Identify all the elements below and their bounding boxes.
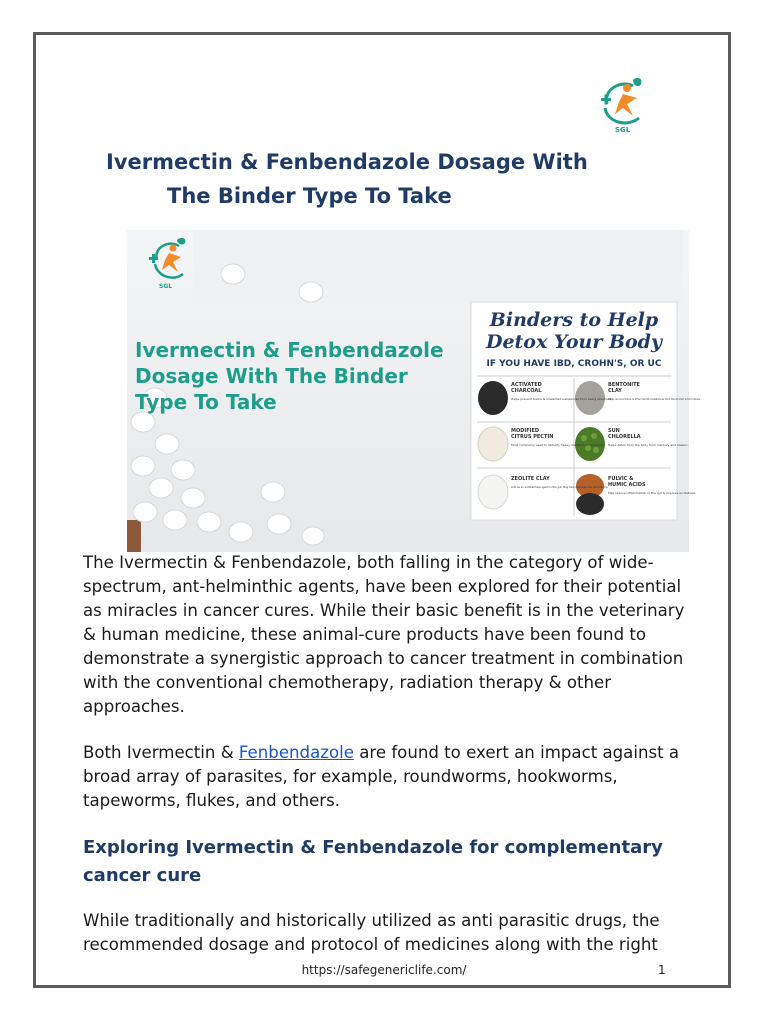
charcoal-image (478, 381, 508, 415)
parasites-paragraph-start: Both Ivermectin & (83, 743, 239, 762)
document-title-line-2: The Binder Type To Take (167, 184, 452, 208)
card-charcoal-desc: Helps prevent toxins & unwanted substances from being absorbed. (511, 397, 613, 401)
card-chlorella-name-1: SUN (608, 428, 620, 434)
hero-banner-image (83, 230, 701, 552)
card-pectin-desc: Most commonly used to detoxify heavy metals from the body. (511, 443, 604, 447)
card-charcoal-name-1: ACTIVATED (511, 382, 542, 388)
document-title (60, 145, 660, 213)
hero-headline-line-1: Ivermectin & Fenbendazole (135, 338, 444, 362)
infographic-title-line-2: Detox Your Body (485, 331, 663, 353)
dosage-paragraph: While traditionally and historically utilized as anti parasitic drugs, the recommended dosage and protocol of medicines along with the right (83, 911, 660, 954)
fenbendazole-link[interactable]: Fenbendazole (238, 743, 354, 762)
footer-url (0, 963, 768, 977)
sgl-logo (593, 74, 657, 134)
infographic-title-line-1: Binders to Help (489, 309, 659, 331)
logo-text: SGL (615, 126, 631, 134)
card-chlorella-name-2: CHLORELLA (608, 434, 641, 440)
hero-logo (149, 238, 185, 290)
fulvic-humic-image (576, 474, 604, 515)
zeolite-clay-image (478, 475, 508, 509)
binders-infographic (471, 302, 701, 520)
section-heading: Exploring Ivermectin & Fenbendazole for complementary cancer cure (83, 837, 663, 886)
intro-paragraph: The Ivermectin & Fenbendazole, both falling in the category of wide-spectrum, ant-helminthic agents, have been explored for their potential as miracles in cancer cures. While their basic benefit is in the veterinary & human medicine, these animal-cure products have been found to demonstrate a synergistic approach to cancer treatment in combination with the conventional chemotherapy, radiation therapy & other approaches. (83, 553, 685, 716)
card-bentonite-desc: Helps remove toxins & other harmful substances from the GI tract & form stools. (608, 398, 701, 401)
document-title-line-1: Ivermectin & Fenbendazole Dosage With (106, 150, 588, 174)
card-bentonite-name-1: BENTONITE (608, 382, 640, 388)
hero-headline-line-3: Type To Take (135, 390, 277, 414)
card-pectin-name-2: CITRUS PECTIN (511, 434, 554, 440)
card-fulvic-desc: May reduce inflammation in the gut & improve GI distress. (608, 491, 697, 495)
card-pectin-name-1: MODIFIED (511, 428, 540, 434)
hero-headline-line-2: Dosage With The Binder (135, 364, 408, 388)
hero-logo-text: SGL (159, 283, 173, 290)
card-fulvic-name-2: HUMIC ACIDS (608, 482, 646, 488)
card-charcoal-name-2: CHARCOAL (511, 388, 542, 394)
card-zeolite-name-1: ZEOLITE CLAY (511, 476, 550, 482)
footer-url-text: https://safegenericlife.com/ (301, 963, 467, 977)
card-zeolite-desc: Acts as an antidiarrheal agent in the gut. May help modulate the microbiome (511, 486, 608, 489)
hero-banner-graphic (83, 230, 701, 552)
citrus-pectin-image (478, 427, 508, 461)
card-fulvic-name-1: FULVIC & (608, 476, 634, 482)
card-bentonite-name-2: CLAY (608, 388, 622, 394)
infographic-subtitle: IF YOU HAVE IBD, CROHN'S, OR UC (486, 359, 662, 369)
card-chlorella-desc: Helps detox from the body from mercury and arsenic. (608, 443, 689, 447)
parasites-paragraph (83, 741, 693, 813)
parasites-paragraph-end: are found to exert an impact against a broad array of parasites, for example, roundworms, hookworms, tapeworms, flukes, and others. (83, 743, 680, 810)
page-number: 1 (658, 963, 666, 977)
